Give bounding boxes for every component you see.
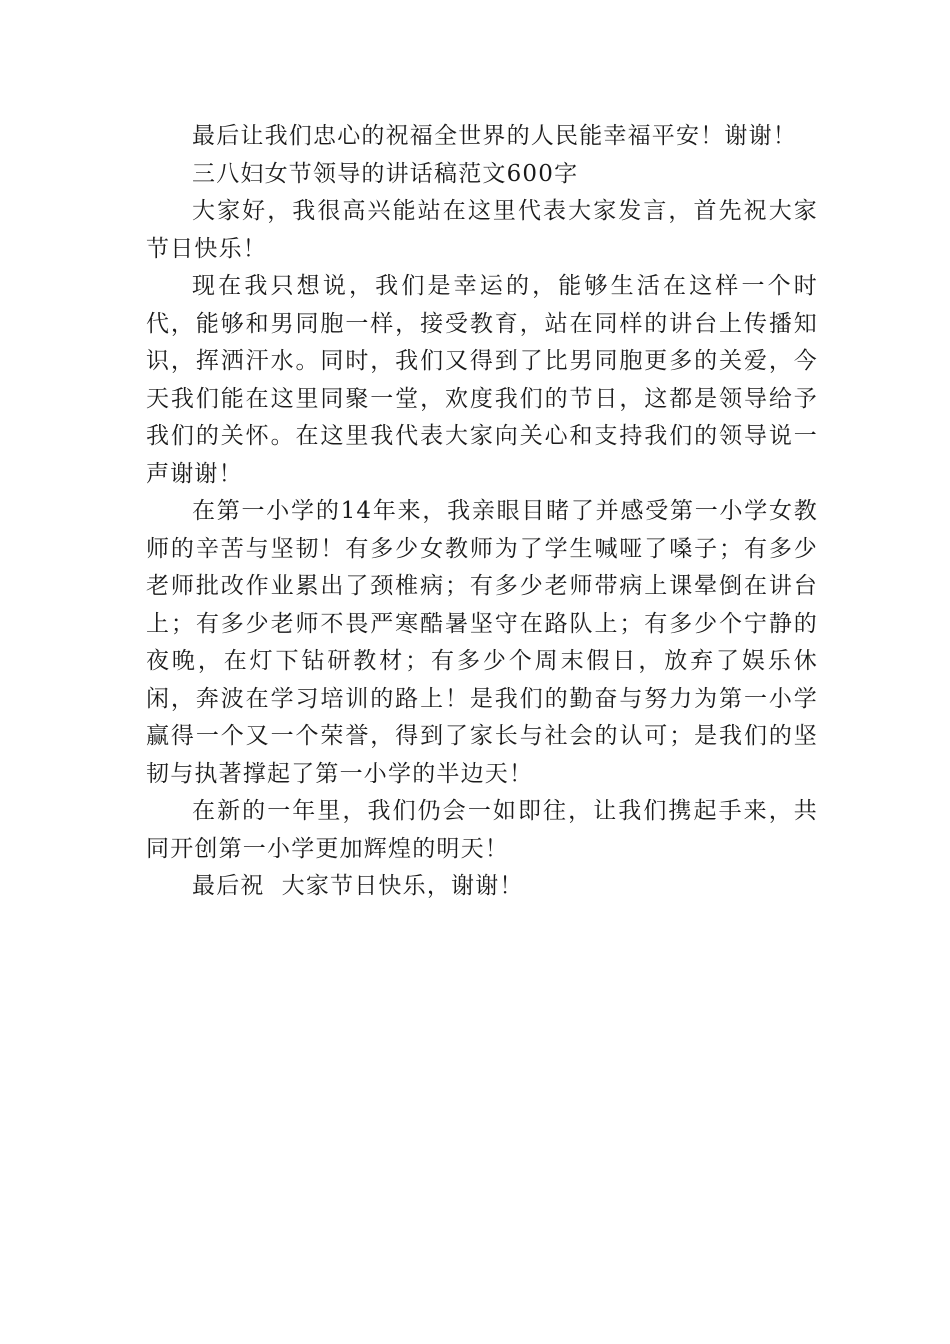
paragraph-final-wish: 最后祝 大家节日快乐，谢谢！ [192, 873, 524, 899]
paragraph-closing-wish: 最后让我们忠心的祝福全世界的人民能幸福平安！谢谢！ [192, 123, 797, 149]
paragraph-new-year: 在新的一年里，我们仍会一如即往，让我们携起手来，共同开创第一小学更加辉煌的明天！ [146, 798, 818, 862]
paragraph-title: 三八妇女节领导的讲话稿范文600字 [192, 160, 579, 187]
paragraph-greeting: 大家好，我很高兴能站在这里代表大家发言，首先祝大家节日快乐！ [146, 198, 818, 262]
paragraph-teachers: 在第一小学的14年来，我亲眼目睹了并感受第一小学女教师的辛苦与坚韧！有多少女教师为了学生喊哑了嗓子；有多少老师批改作业累出了颈椎病；有多少老师带病上课晕倒在讲台上；有多少老师不畏严寒酷暑坚守在路队上；有多少个宁静的夜晚，在灯下钻研教材；有多少个周末假日，放弃了娱乐休闲，奔波在学习培训的路上！是我们的勤奋与努力为第一小学赢得一个又一个荣誉，得到了家长与社会的认可；是我们的坚韧与执著撑起了第一小学的半边天！ [146, 498, 818, 787]
paragraph-gratitude: 现在我只想说，我们是幸运的，能够生活在这样一个时代，能够和男同胞一样，接受教育，站在同样的讲台上传播知识，挥洒汗水。同时，我们又得到了比男同胞更多的关爱，今天我们能在这里同聚一堂，欢度我们的节日，这都是领导给予我们的关怀。在这里我代表大家向关心和支持我们的领导说一声谢谢！ [146, 273, 818, 487]
document-body [146, 118, 818, 906]
